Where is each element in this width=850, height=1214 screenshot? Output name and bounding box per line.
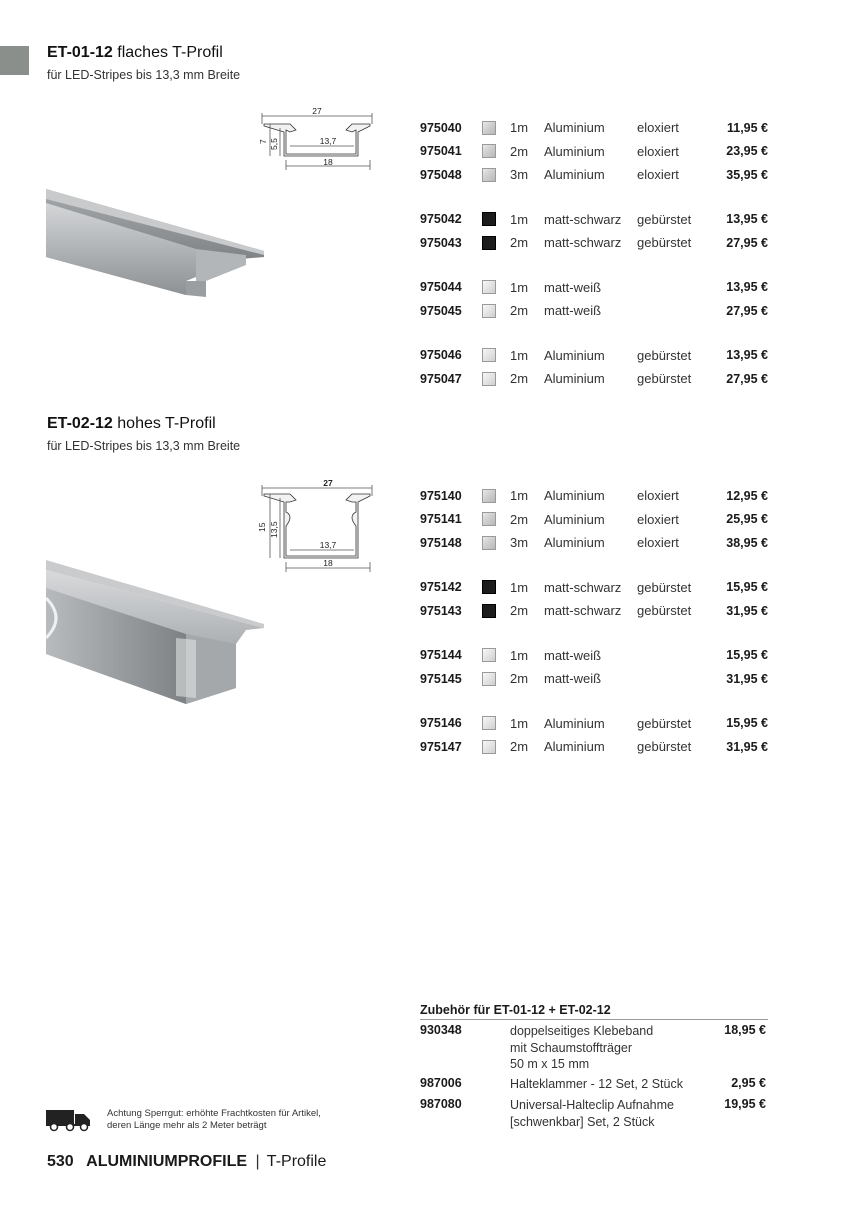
price: 27,95 € bbox=[726, 235, 768, 250]
section-title-et-01-12 bbox=[47, 44, 223, 62]
article-number: 975047 bbox=[420, 371, 462, 386]
color-swatch bbox=[482, 348, 510, 362]
length: 1m bbox=[510, 347, 529, 363]
article-number: 975148 bbox=[420, 535, 462, 550]
section-subtitle: für LED-Stripes bis 13,3 mm Breite bbox=[47, 439, 241, 453]
swatch-white bbox=[482, 304, 496, 318]
product-code: ET-01-12 bbox=[47, 44, 113, 61]
material: matt-weiß bbox=[544, 647, 602, 663]
accessory-description bbox=[510, 1097, 710, 1130]
accessory-desc-line: 50 m x 15 mm bbox=[510, 1057, 590, 1071]
accessory-desc-line: Halteklammer - 12 Set, 2 Stück bbox=[510, 1077, 683, 1091]
finish: gebürstet bbox=[637, 579, 692, 595]
product-row bbox=[420, 367, 770, 391]
article-number: 975142 bbox=[420, 580, 462, 595]
price: 31,95 € bbox=[726, 671, 768, 686]
dim-top-width: 27 bbox=[323, 478, 333, 488]
footer-separator: | bbox=[255, 1153, 260, 1170]
material: matt-weiß bbox=[544, 303, 602, 319]
length: 2m bbox=[510, 603, 529, 619]
price: 27,95 € bbox=[726, 371, 768, 386]
swatch-black bbox=[482, 236, 496, 250]
group-spacer bbox=[420, 323, 770, 344]
accessory-code: 987006 bbox=[420, 1076, 462, 1090]
color-swatch bbox=[482, 168, 510, 182]
material: Aluminium bbox=[544, 488, 605, 504]
product-row bbox=[420, 644, 770, 668]
color-swatch bbox=[482, 144, 510, 158]
finish: gebürstet bbox=[637, 715, 692, 731]
length: 2m bbox=[510, 303, 529, 319]
swatch-white bbox=[482, 740, 496, 754]
finish: eloxiert bbox=[637, 167, 679, 183]
swatch-alu bbox=[482, 168, 496, 182]
notice-line: deren Länge mehr als 2 Meter beträgt bbox=[107, 1120, 267, 1131]
dim-total-height: 15 bbox=[257, 522, 267, 532]
accessory-desc-line: mit Schaumstoffträger bbox=[510, 1040, 633, 1055]
footer-category: ALUMINIUMPROFILE bbox=[86, 1153, 248, 1170]
article-number: 975045 bbox=[420, 303, 462, 318]
price: 15,95 € bbox=[726, 648, 768, 663]
article-number: 975140 bbox=[420, 488, 462, 503]
color-swatch bbox=[482, 372, 510, 386]
accessory-code: 987080 bbox=[420, 1097, 462, 1111]
finish: eloxiert bbox=[637, 143, 679, 159]
section-subtitle: für LED-Stripes bis 13,3 mm Breite bbox=[47, 68, 241, 82]
price: 38,95 € bbox=[726, 535, 768, 550]
dim-inner-width: 13,7 bbox=[319, 540, 337, 550]
price: 23,95 € bbox=[726, 144, 768, 159]
price: 13,95 € bbox=[726, 348, 768, 363]
bulky-goods-notice bbox=[107, 1108, 321, 1132]
material: Aluminium bbox=[544, 143, 605, 159]
swatch-black bbox=[482, 604, 496, 618]
length: 1m bbox=[510, 579, 529, 595]
article-number: 975046 bbox=[420, 348, 462, 363]
section-tab-marker bbox=[0, 46, 29, 75]
price: 13,95 € bbox=[726, 280, 768, 295]
price: 31,95 € bbox=[726, 739, 768, 754]
finish: gebürstet bbox=[637, 603, 692, 619]
length: 2m bbox=[510, 143, 529, 159]
color-swatch bbox=[482, 304, 510, 318]
group-spacer bbox=[420, 623, 770, 644]
product-row bbox=[420, 667, 770, 691]
color-swatch bbox=[482, 648, 510, 662]
material: Aluminium bbox=[544, 120, 605, 136]
material: matt-schwarz bbox=[544, 211, 622, 227]
color-swatch bbox=[482, 489, 510, 503]
product-row bbox=[420, 163, 770, 187]
color-swatch bbox=[482, 512, 510, 526]
dim-inner-height: 5,5 bbox=[269, 138, 279, 150]
length: 1m bbox=[510, 488, 529, 504]
product-row bbox=[420, 531, 770, 555]
finish: gebürstet bbox=[637, 371, 692, 387]
swatch-white bbox=[482, 280, 496, 294]
material: matt-schwarz bbox=[544, 579, 622, 595]
material: Aluminium bbox=[544, 167, 605, 183]
accessory-price: 2,95 € bbox=[731, 1076, 766, 1090]
swatch-black bbox=[482, 212, 496, 226]
profile-product-image bbox=[46, 185, 268, 305]
product-table-et-02-12 bbox=[420, 484, 770, 759]
material: Aluminium bbox=[544, 371, 605, 387]
price: 13,95 € bbox=[726, 212, 768, 227]
swatch-white bbox=[482, 672, 496, 686]
accessory-price: 19,95 € bbox=[724, 1097, 766, 1111]
finish: gebürstet bbox=[637, 211, 692, 227]
product-row bbox=[420, 712, 770, 736]
product-row bbox=[420, 576, 770, 600]
product-row bbox=[420, 299, 770, 323]
truck-icon bbox=[46, 1108, 92, 1132]
group-spacer bbox=[420, 555, 770, 576]
color-swatch bbox=[482, 121, 510, 135]
length: 2m bbox=[510, 235, 529, 251]
finish: eloxiert bbox=[637, 535, 679, 551]
accessory-desc-line: Universal-Halteclip Aufnahme bbox=[510, 1098, 674, 1112]
color-swatch bbox=[482, 280, 510, 294]
product-row bbox=[420, 484, 770, 508]
article-number: 975143 bbox=[420, 603, 462, 618]
length: 1m bbox=[510, 715, 529, 731]
material: Aluminium bbox=[544, 511, 605, 527]
accessories-divider bbox=[420, 1019, 768, 1020]
article-number: 975145 bbox=[420, 671, 462, 686]
dim-bottom-width: 18 bbox=[323, 558, 333, 568]
article-number: 975048 bbox=[420, 167, 462, 182]
finish: gebürstet bbox=[637, 347, 692, 363]
swatch-alu bbox=[482, 121, 496, 135]
accessory-code: 930348 bbox=[420, 1023, 462, 1037]
price: 27,95 € bbox=[726, 303, 768, 318]
swatch-alu bbox=[482, 512, 496, 526]
page-footer bbox=[47, 1153, 326, 1171]
article-number: 975144 bbox=[420, 648, 462, 663]
product-table-et-01-12 bbox=[420, 116, 770, 391]
swatch-white bbox=[482, 648, 496, 662]
group-spacer bbox=[420, 255, 770, 276]
article-number: 975146 bbox=[420, 716, 462, 731]
accessory-desc-line: doppelseitiges Klebeband bbox=[510, 1024, 654, 1038]
swatch-white bbox=[482, 372, 496, 386]
finish: eloxiert bbox=[637, 120, 679, 136]
length: 2m bbox=[510, 739, 529, 755]
length: 2m bbox=[510, 511, 529, 527]
color-swatch bbox=[482, 604, 510, 618]
length: 3m bbox=[510, 167, 529, 183]
accessories-title: Zubehör für ET-01-12 + ET-02-12 bbox=[420, 1003, 611, 1017]
material: matt-weiß bbox=[544, 279, 602, 295]
length: 2m bbox=[510, 671, 529, 687]
finish: eloxiert bbox=[637, 488, 679, 504]
material: matt-schwarz bbox=[544, 235, 622, 251]
profile-dimension-drawing bbox=[250, 476, 380, 578]
material: Aluminium bbox=[544, 739, 605, 755]
group-spacer bbox=[420, 691, 770, 712]
material: Aluminium bbox=[544, 535, 605, 551]
length: 3m bbox=[510, 535, 529, 551]
product-row bbox=[420, 508, 770, 532]
price: 31,95 € bbox=[726, 603, 768, 618]
product-code: ET-02-12 bbox=[47, 415, 113, 432]
price: 35,95 € bbox=[726, 167, 768, 182]
group-spacer bbox=[420, 187, 770, 208]
product-row bbox=[420, 140, 770, 164]
dim-inner-width: 13,7 bbox=[319, 136, 337, 146]
length: 1m bbox=[510, 211, 529, 227]
accessory-desc-line: [schwenkbar] Set, 2 Stück bbox=[510, 1114, 655, 1129]
accessory-price: 18,95 € bbox=[724, 1023, 766, 1037]
swatch-alu bbox=[482, 536, 496, 550]
length: 1m bbox=[510, 647, 529, 663]
article-number: 975040 bbox=[420, 120, 462, 135]
product-row bbox=[420, 599, 770, 623]
color-swatch bbox=[482, 212, 510, 226]
product-row bbox=[420, 208, 770, 232]
article-number: 975141 bbox=[420, 512, 462, 527]
notice-line: Achtung Sperrgut: erhöhte Frachtkosten für Artikel, bbox=[107, 1108, 321, 1119]
length: 2m bbox=[510, 371, 529, 387]
product-row bbox=[420, 276, 770, 300]
article-number: 975042 bbox=[420, 212, 462, 227]
color-swatch bbox=[482, 740, 510, 754]
page-number: 530 bbox=[47, 1153, 74, 1170]
color-swatch bbox=[482, 672, 510, 686]
profile-dimension-drawing bbox=[250, 104, 380, 174]
material: Aluminium bbox=[544, 715, 605, 731]
product-row bbox=[420, 735, 770, 759]
dim-total-height: 7 bbox=[258, 139, 268, 144]
article-number: 975041 bbox=[420, 144, 462, 159]
profile-product-image bbox=[46, 558, 268, 710]
swatch-alu bbox=[482, 489, 496, 503]
finish: eloxiert bbox=[637, 511, 679, 527]
color-swatch bbox=[482, 236, 510, 250]
dim-bottom-width: 18 bbox=[323, 157, 333, 167]
article-number: 975147 bbox=[420, 739, 462, 754]
price: 15,95 € bbox=[726, 580, 768, 595]
material: matt-schwarz bbox=[544, 603, 622, 619]
dim-inner-height: 13,5 bbox=[269, 521, 279, 538]
material: matt-weiß bbox=[544, 671, 602, 687]
dim-top-width: 27 bbox=[312, 106, 322, 116]
material: Aluminium bbox=[544, 347, 605, 363]
finish: gebürstet bbox=[637, 235, 692, 251]
finish: gebürstet bbox=[637, 739, 692, 755]
color-swatch bbox=[482, 580, 510, 594]
footer-subcategory: T-Profile bbox=[266, 1153, 327, 1170]
color-swatch bbox=[482, 716, 510, 730]
swatch-alu bbox=[482, 144, 496, 158]
color-swatch bbox=[482, 536, 510, 550]
accessory-description bbox=[510, 1023, 710, 1073]
section-title-et-02-12 bbox=[47, 415, 216, 433]
length: 1m bbox=[510, 120, 529, 136]
product-row bbox=[420, 344, 770, 368]
price: 11,95 € bbox=[726, 120, 768, 135]
accessory-description bbox=[510, 1076, 710, 1093]
product-name: flaches T-Profil bbox=[117, 44, 223, 61]
product-name: hohes T-Profil bbox=[117, 415, 216, 432]
price: 25,95 € bbox=[726, 512, 768, 527]
swatch-white bbox=[482, 348, 496, 362]
swatch-black bbox=[482, 580, 496, 594]
article-number: 975044 bbox=[420, 280, 462, 295]
product-row bbox=[420, 231, 770, 255]
price: 15,95 € bbox=[726, 716, 768, 731]
length: 1m bbox=[510, 279, 529, 295]
swatch-white bbox=[482, 716, 496, 730]
price: 12,95 € bbox=[726, 488, 768, 503]
product-row bbox=[420, 116, 770, 140]
article-number: 975043 bbox=[420, 235, 462, 250]
